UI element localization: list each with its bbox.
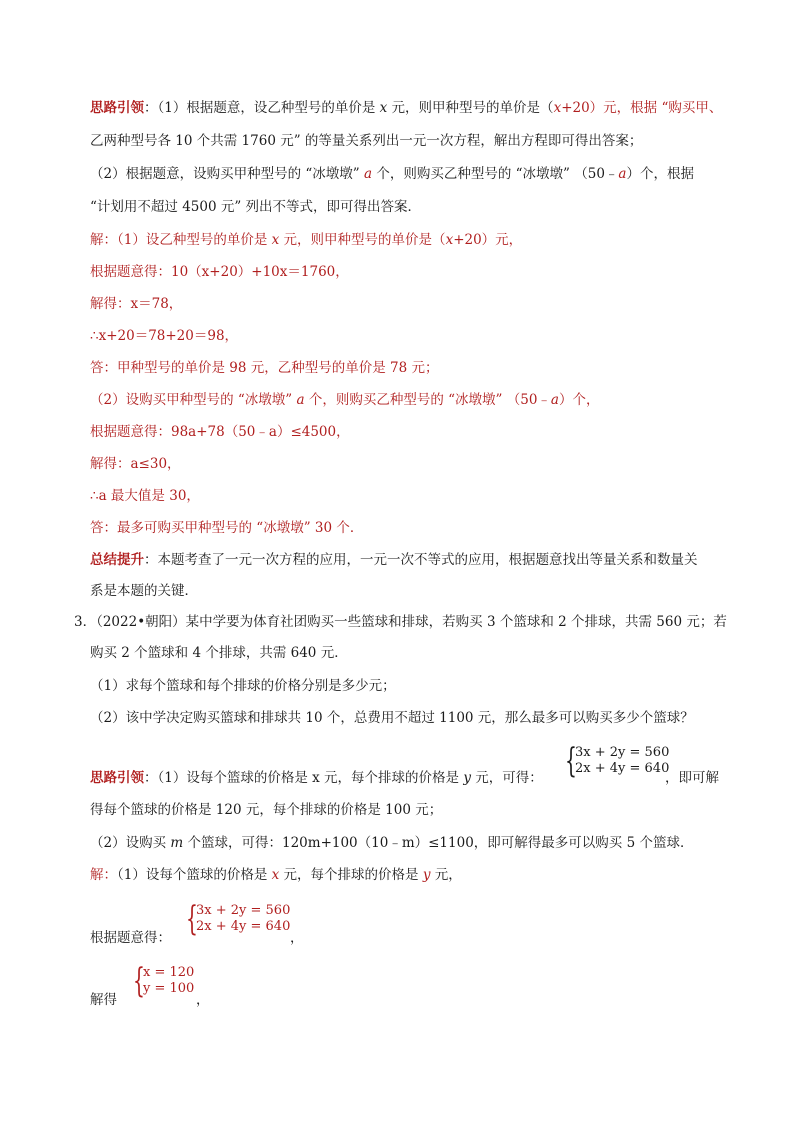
text: 根据题意得： <box>90 424 171 440</box>
text: （2）设购买 <box>90 835 171 851</box>
text: +20）元，根据 “购买甲、 <box>561 100 723 116</box>
text: ：本题考查了一元一次方程的应用，一元一次不等式的应用，根据题意找出等量关系和数量关 <box>144 552 698 568</box>
equation: 3x + 2y = 560 <box>575 745 670 760</box>
solution-line-10 <box>90 518 363 538</box>
solution-line-3 <box>90 294 182 314</box>
solution-line-5 <box>90 358 439 378</box>
text: 个篮球，可得：120m+100（10﹣m）≤1100，即可解得最多可以购买 5 个篮球． <box>183 835 694 851</box>
equation: 2x + 4y = 640 <box>196 919 291 934</box>
therefore-symbol: ∴ <box>90 488 99 504</box>
text: ）个，根据 <box>626 166 694 182</box>
text: 解得： <box>90 456 131 472</box>
text: 个，则购买乙种型号的 “冰墩墩” （50﹣ <box>372 166 619 182</box>
inequality: a≤30， <box>130 456 181 472</box>
hint-label: 思路引领 <box>90 770 144 786</box>
var: y <box>422 867 431 883</box>
var: x <box>445 232 454 248</box>
var: a <box>550 392 559 408</box>
text: a 最大值是 30， <box>98 488 200 504</box>
text: ）个， <box>558 392 600 408</box>
text: 答： <box>90 520 117 536</box>
hint3-line-2: 得每个篮球的价格是 120 元，每个排球的价格是 100 元； <box>90 802 443 818</box>
hint-line-3 <box>90 164 694 184</box>
text: 元，每个排球的价格是 <box>279 867 423 883</box>
var: x <box>379 100 388 116</box>
solution3-line-2-tail: ， <box>290 930 304 946</box>
therefore-symbol: ∴ <box>90 328 99 344</box>
hint3-line-1-tail: ，即可解 <box>665 770 719 786</box>
solution3-line-2: 根据题意得： <box>90 930 171 946</box>
equation: y = 100 <box>143 981 195 996</box>
equation: 10（x+20）+10x＝1760， <box>171 264 349 280</box>
text: 元，可得： <box>470 770 543 786</box>
summary-line-1 <box>90 550 698 570</box>
equation: x+20＝78+20＝98， <box>98 328 239 344</box>
equation: 3x + 2y = 560 <box>196 903 291 918</box>
hint3-line-1 <box>90 768 543 788</box>
question-line-2: 购买 2 个篮球和 4 个排球，共需 640 元． <box>90 645 348 661</box>
solution-equation-system <box>186 899 291 939</box>
text: 元，则甲种型号的单价是（ <box>387 100 554 116</box>
text: （2）根据题意，设购买甲种型号的 “冰墩墩” <box>90 166 364 182</box>
hint-equation-system <box>565 741 670 781</box>
text: 甲种型号的单价是 98 元，乙种型号的单价是 78 元； <box>117 360 439 376</box>
text: 答： <box>90 360 117 376</box>
solution3-line-3: 解得 <box>90 992 117 1008</box>
solution3-line-1 <box>90 865 462 885</box>
var: m <box>170 835 184 851</box>
equation: 2x + 4y = 640 <box>575 761 670 776</box>
var: y <box>463 770 471 786</box>
brace-icon: { <box>133 961 145 1001</box>
solution-line-2 <box>90 262 349 282</box>
solution-line-9 <box>90 486 200 506</box>
text: （2）设购买甲种型号的 “冰墩墩” <box>90 392 297 408</box>
var: x <box>553 100 562 116</box>
hint-line-4: “计划用不超过 4500 元” 列出不等式，即可得出答案． <box>90 199 422 215</box>
hint-line-1 <box>90 98 722 118</box>
solution-line-1 <box>90 230 522 250</box>
solution-label: 解： <box>90 232 117 248</box>
text: 个，则购买乙种型号的 “冰墩墩” （50﹣ <box>304 392 551 408</box>
var: a <box>363 166 373 182</box>
hint-line-2: 乙两种型号各 10 个共需 1760 元” 的等量关系列出一元一次方程，解出方程即可得出答案； <box>90 133 643 149</box>
summary-label: 总结提升 <box>90 552 144 568</box>
solution-result-system <box>133 961 195 1001</box>
hint-label: 思路引领 <box>90 100 144 116</box>
question-line-3: （1）求每个篮球和每个排球的价格分别是多少元； <box>90 678 396 694</box>
solution3-line-3-tail: ， <box>196 992 210 1008</box>
equation: x＝78， <box>130 296 183 312</box>
text: ：（1）根据题意，设乙种型号的单价是 <box>144 100 380 116</box>
solution-line-7 <box>90 422 350 442</box>
solution-label: 解： <box>90 867 117 883</box>
solution-line-4 <box>90 326 238 346</box>
question-line-1: 3．（2022•朝阳）某中学要为体育社团购买一些篮球和排球，若购买 3 个篮球和 2 个排球，共需 560 元；若 <box>74 614 727 630</box>
text: 元， <box>430 867 462 883</box>
var: a <box>618 166 627 182</box>
summary-line-2: 系是本题的关键． <box>90 583 198 599</box>
var: x <box>271 867 280 883</box>
hint3-line-3 <box>90 833 693 853</box>
equation: x = 120 <box>143 965 195 980</box>
text: 根据题意得： <box>90 264 171 280</box>
text: 解得： <box>90 296 131 312</box>
brace-icon: { <box>565 741 577 781</box>
text: 最多可购买甲种型号的 “冰墩墩” 30 个． <box>117 520 364 536</box>
text: +20）元， <box>453 232 523 248</box>
var: x <box>271 232 280 248</box>
question-line-4: （2）该中学决定购买篮球和排球共 10 个，总费用不超过 1100 元，那么最多可以购买多少个篮球？ <box>90 710 694 726</box>
text: （1）设每个篮球的价格是 <box>117 867 272 883</box>
text: 元，则甲种型号的单价是（ <box>279 232 446 248</box>
solution-line-6 <box>90 390 599 410</box>
inequality: 98a+78（50﹣a）≤4500， <box>171 424 350 440</box>
var: a <box>296 392 305 408</box>
text: ：（1）设每个篮球的价格是 x 元，每个排球的价格是 <box>144 770 464 786</box>
brace-icon: { <box>186 899 198 939</box>
text: （1）设乙种型号的单价是 <box>117 232 272 248</box>
solution-line-8 <box>90 454 181 474</box>
